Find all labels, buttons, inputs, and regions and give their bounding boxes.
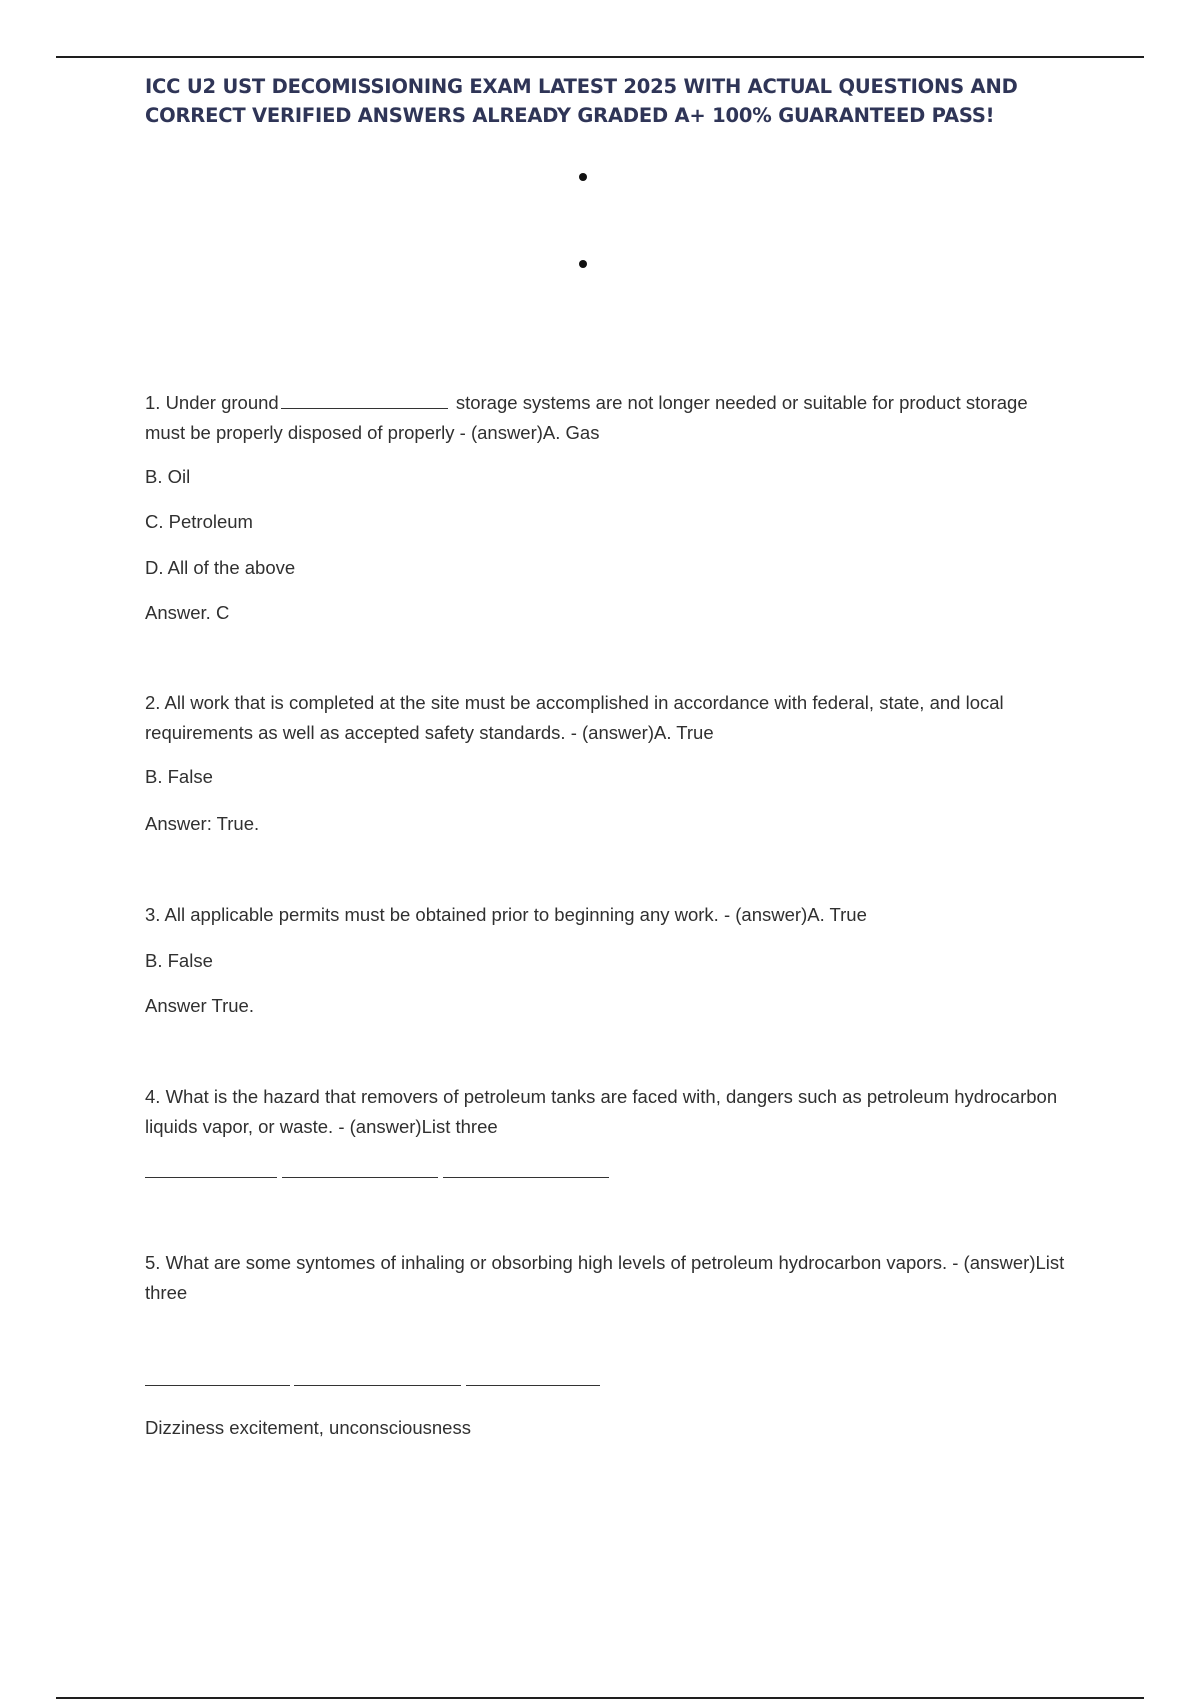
answer-blank (145, 1385, 290, 1386)
question-1-stem-start: 1. Under ground (145, 392, 279, 413)
question-1-option-c: C. Petroleum (145, 511, 253, 532)
question-1-blank (281, 390, 448, 409)
answer-blank (466, 1385, 600, 1386)
document-title: ICC U2 UST DECOMISSIONING EXAM LATEST 2025 WITH ACTUAL QUESTIONS AND CORRECT VERIFIED ANSWERS ALREADY GRADED A+ 100% GUARANTEED PASS! (145, 75, 1018, 127)
top-rule (56, 56, 1144, 58)
question-1-stem (145, 388, 1065, 448)
answer-blank (145, 1177, 277, 1178)
question-5-answer: Dizziness excitement, unconsciousness (145, 1417, 471, 1438)
question-1-option-b: B. Oil (145, 466, 191, 487)
bullet-point (579, 173, 587, 181)
question-1-option-d: D. All of the above (145, 557, 296, 578)
question-4-stem: 4. What is the hazard that removers of petroleum tanks are faced with, dangers such as petroleum hydrocarbon liquids vapor, or waste. - (answer)List three (145, 1086, 1063, 1137)
question-3-option-b: B. False (145, 950, 213, 971)
question-2-answer: Answer: True. (145, 813, 260, 834)
bottom-rule (56, 1697, 1144, 1699)
answer-blank (282, 1177, 438, 1178)
question-2-option-b: B. False (145, 766, 213, 787)
question-3-answer: Answer True. (145, 995, 254, 1016)
question-5-stem: 5. What are some syntomes of inhaling or obsorbing high levels of petroleum hydrocarbon vapors. - (answer)List three (145, 1252, 1070, 1303)
bullet-point (579, 260, 587, 268)
answer-blank (294, 1385, 461, 1386)
question-2-stem: 2. All work that is completed at the site must be accomplished in accordance with federal, state, and local requirements as well as accepted safety standards. - (answer)A. True (145, 692, 1009, 743)
answer-blank (443, 1177, 609, 1178)
question-3-stem: 3. All applicable permits must be obtained prior to beginning any work. - (answer)A. True (145, 904, 867, 925)
question-1-stem-end: storage systems are not longer needed or suitable for product storage must be properly disposed of properly - (answer)A. Gas (145, 392, 1033, 443)
question-1-answer: Answer. C (145, 602, 230, 623)
